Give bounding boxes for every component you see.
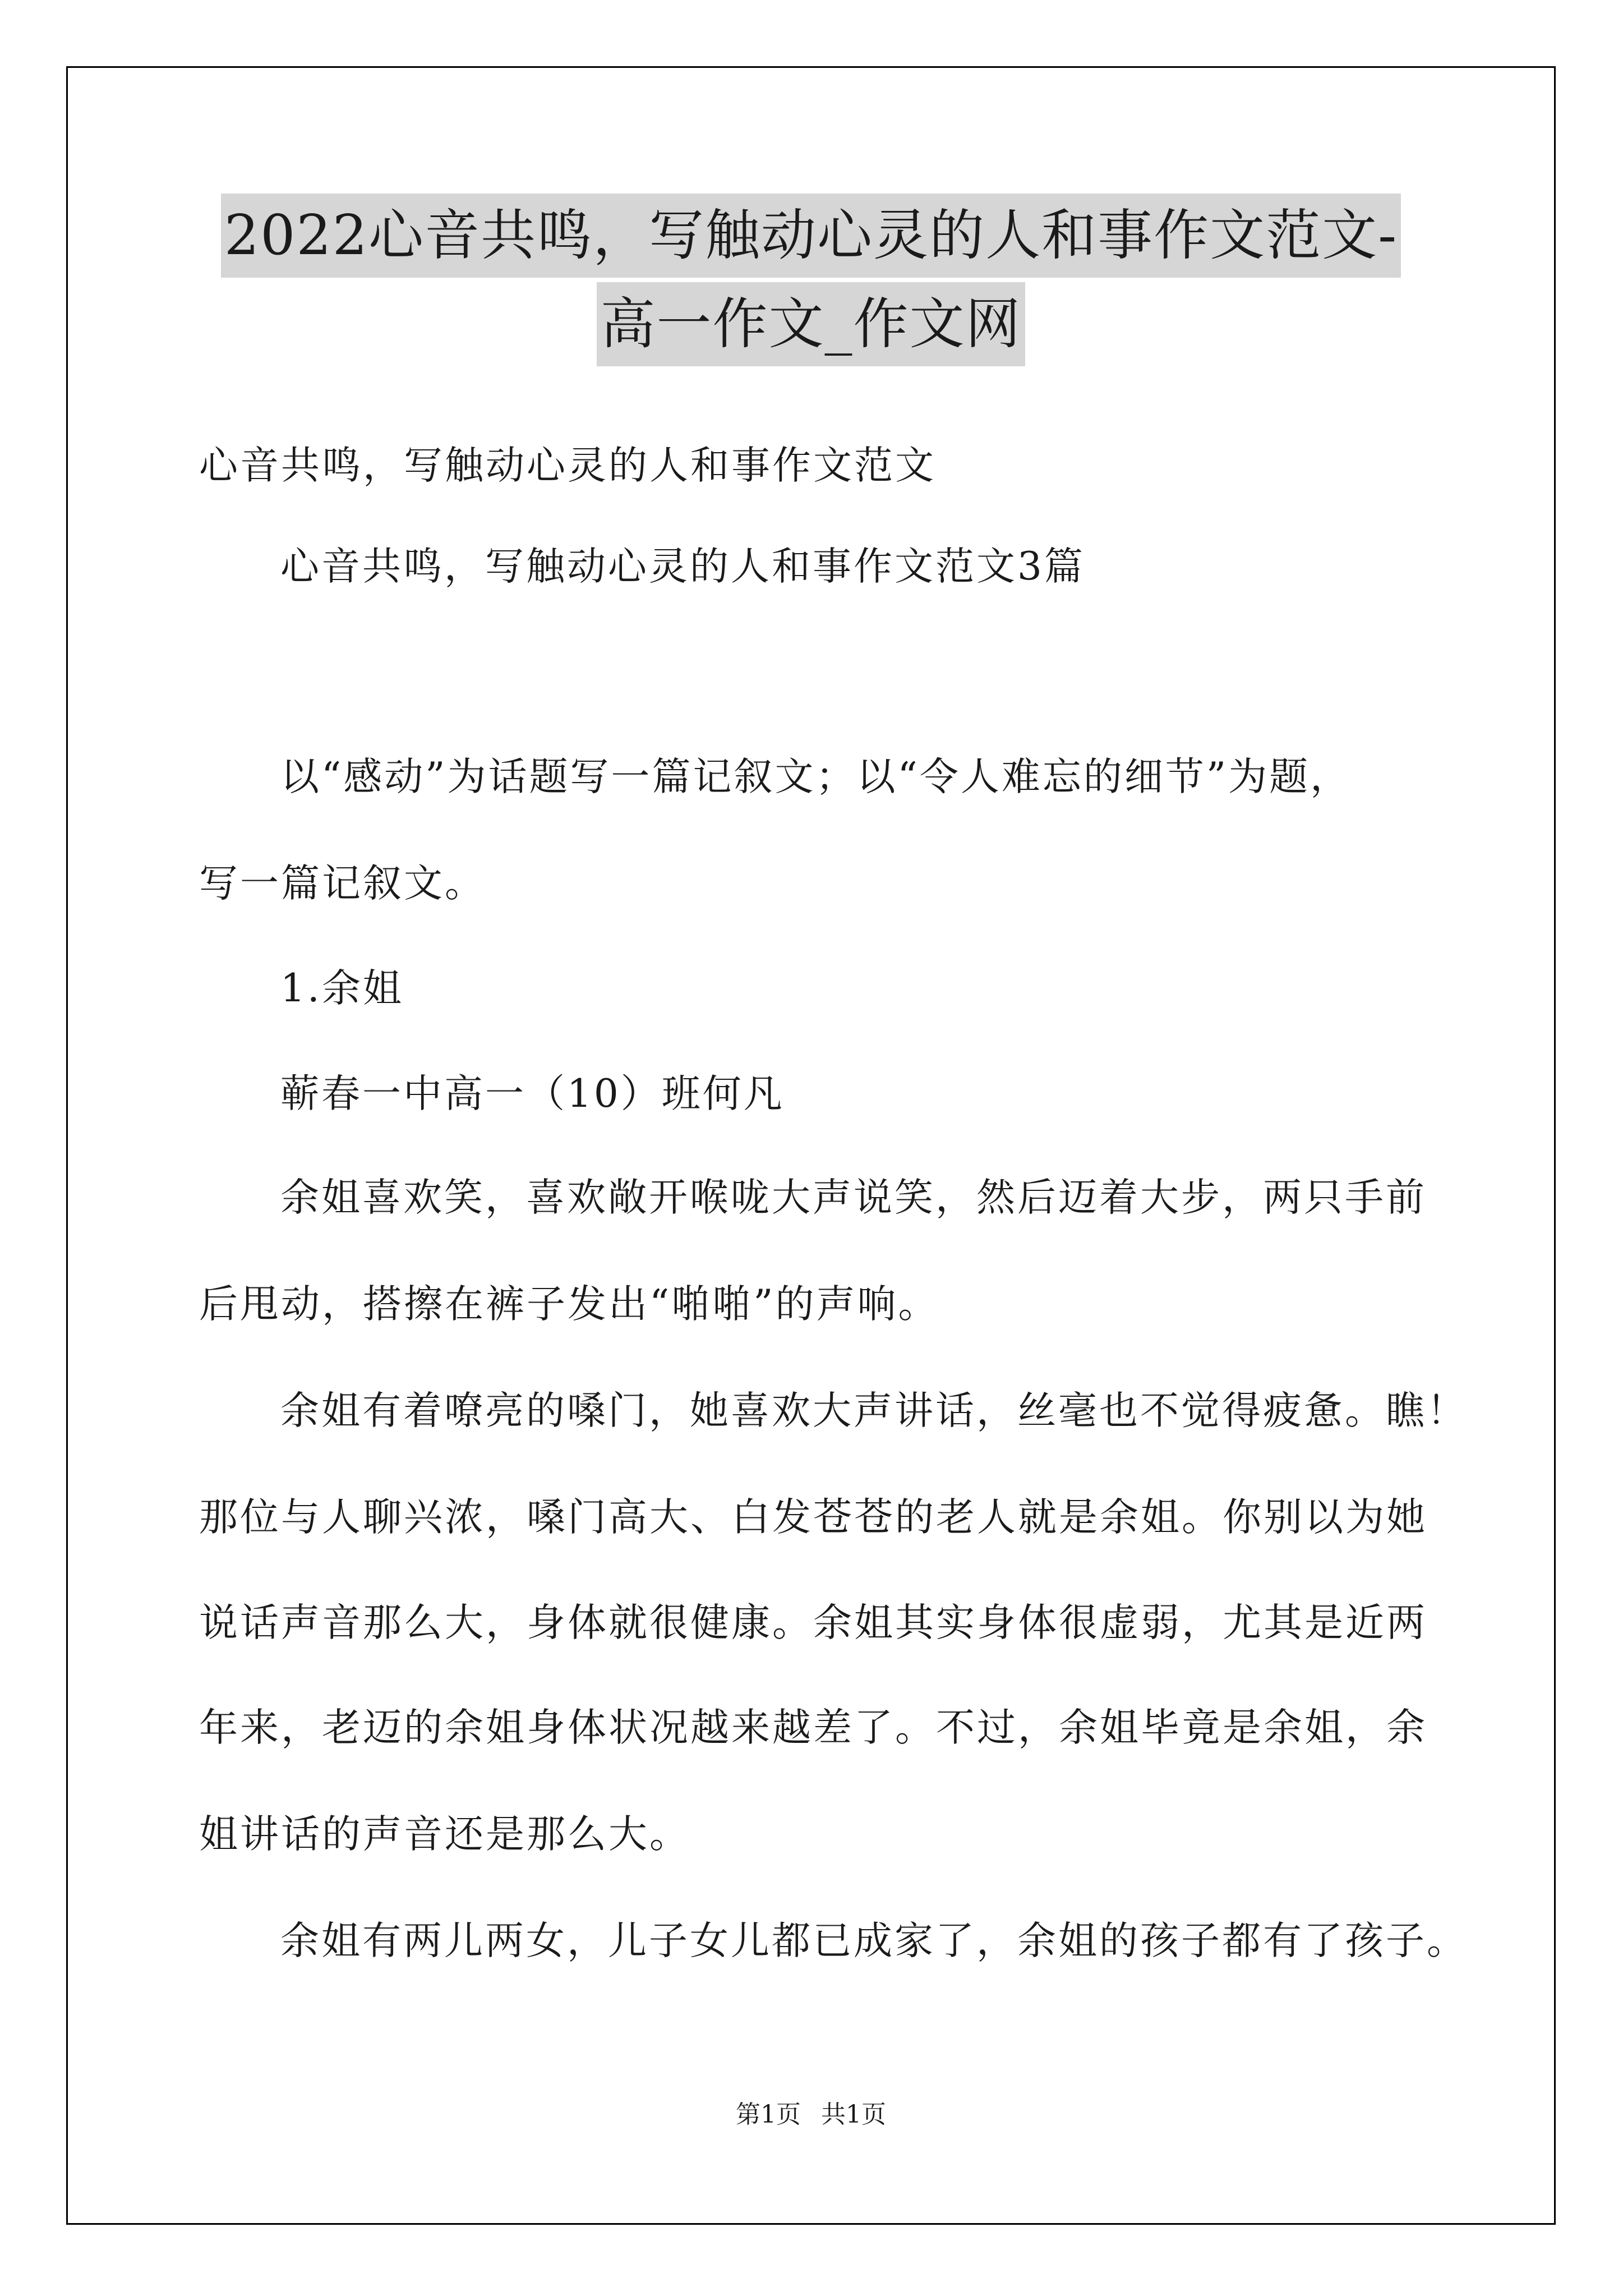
title-line-1: 2022心音共鸣，写触动心灵的人和事作文范文- — [221, 194, 1401, 278]
paragraph-prompt: 以“感动”为话题写一篇记叙文；以“令人难忘的细节”为题， — [280, 754, 1352, 799]
paragraph-prompt-cont: 写一篇记叙文。 — [199, 861, 486, 906]
title-line-2: 高一作文_作文网 — [597, 282, 1025, 366]
paragraph-1-line-1: 余姐喜欢笑，喜欢敞开喉咙大声说笑，然后迈着大步，两只手前 — [280, 1175, 1427, 1220]
paragraph-2-line-3: 说话声音那么大，身体就很健康。余姐其实身体很虚弱，尤其是近两 — [199, 1600, 1427, 1645]
document-title — [66, 194, 1556, 366]
page-number: 第1页 — [736, 2100, 801, 2129]
page-total: 共1页 — [821, 2100, 886, 2129]
paragraph-2-line-5: 姐讲话的声音还是那么大。 — [199, 1812, 690, 1857]
paragraph-collection-title: 心音共鸣，写触动心灵的人和事作文范文3篇 — [280, 544, 1085, 589]
essay-heading: 1.余姐 — [280, 966, 404, 1011]
essay-author: 蕲春一中高一（10）班何凡 — [280, 1071, 785, 1116]
paragraph-2-line-4: 年来，老迈的余姐身体状况越来越差了。不过，余姐毕竟是余姐，余 — [199, 1705, 1427, 1750]
paragraph-3-line-1: 余姐有两儿两女，儿子女儿都已成家了，余姐的孩子都有了孩子。 — [280, 1918, 1468, 1963]
paragraph-1-line-2: 后甩动，搭擦在裤子发出“啪啪”的声响。 — [199, 1282, 939, 1327]
paragraph-2-line-2: 那位与人聊兴浓，嗓门高大、白发苍苍的老人就是余姐。你别以为她 — [199, 1495, 1427, 1540]
paragraph-2-line-1: 余姐有着嘹亮的嗓门，她喜欢大声讲话，丝毫也不觉得疲惫。瞧！ — [280, 1388, 1468, 1433]
paragraph-subtitle: 心音共鸣，写触动心灵的人和事作文范文 — [199, 443, 936, 488]
page-border — [66, 66, 1556, 2225]
page-footer — [66, 2098, 1556, 2132]
